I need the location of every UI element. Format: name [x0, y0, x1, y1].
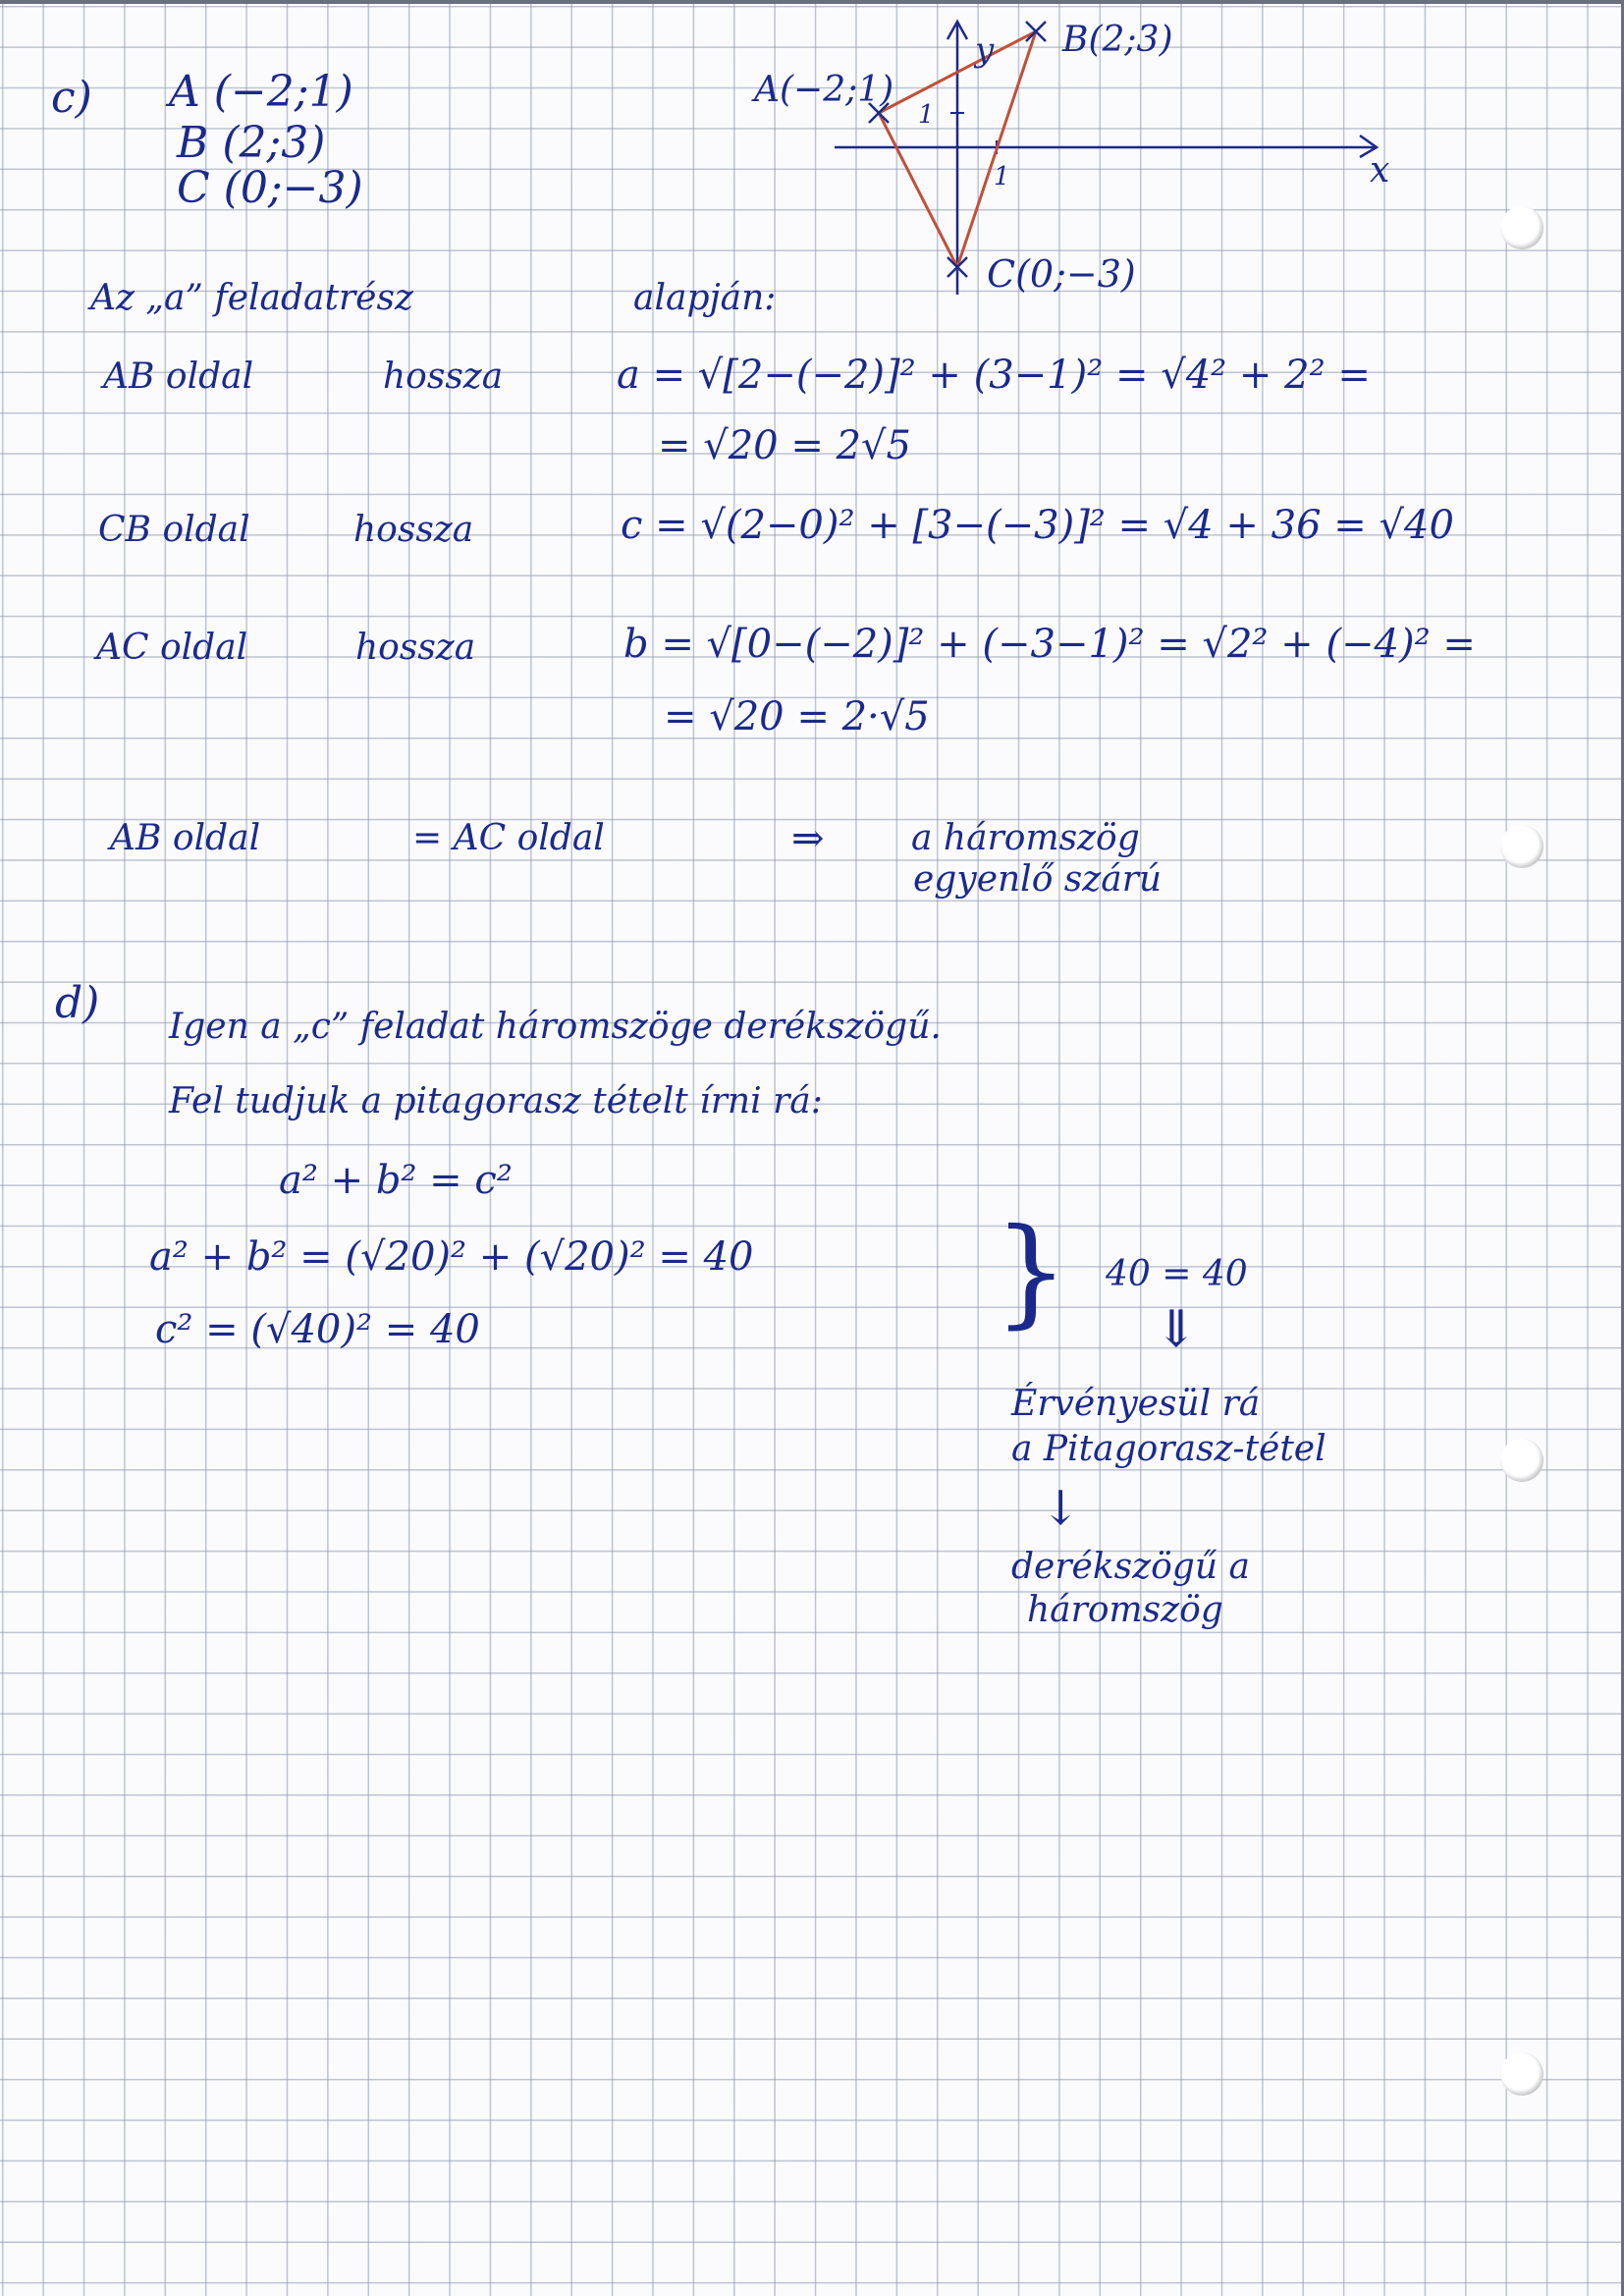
intro-left: Az „a” feladatrész	[90, 278, 413, 318]
cb-label: CB oldal	[98, 510, 250, 550]
tick-y-label: 1	[918, 100, 935, 130]
vertex-a-label: A(−2;1)	[754, 70, 894, 110]
equality-right-2: egyenlő szárú	[913, 859, 1163, 900]
cb-formula: c = √(2−0)² + [3−(−3)]² = √4 + 36 = √40	[621, 503, 1454, 548]
implies-arrow-2: ↓	[1041, 1481, 1081, 1536]
conclusion-1-line-1: Érvényesül rá	[1011, 1384, 1261, 1424]
axis-x-label: x	[1370, 150, 1390, 191]
part-d-line-1: Igen a „c” feladat háromszöge derékszögű.	[169, 1007, 942, 1047]
ac-label-word: hossza	[355, 628, 476, 668]
pythagoras-equation: a² + b² = c²	[279, 1158, 513, 1203]
ab-formula: a = √[2−(−2)]² + (3−1)² = √4² + 2² =	[617, 353, 1371, 398]
intro-right: alapján:	[633, 278, 777, 318]
equality-left: AB oldal	[110, 818, 261, 858]
cb-label-word: hossza	[353, 510, 474, 550]
point-a: A (−2;1)	[169, 67, 353, 117]
equality-arrow: ⇒	[791, 816, 825, 861]
implies-arrow-1: ⇓	[1155, 1300, 1198, 1359]
vertex-c-label: C(0;−3)	[987, 252, 1136, 296]
conclusion-2-line-1: derékszögű a	[1011, 1547, 1250, 1587]
ab-label-word: hossza	[383, 356, 504, 397]
part-c-label: c)	[51, 73, 92, 123]
conclusion-1-line-2: a Pitagorasz-tétel	[1011, 1429, 1326, 1469]
vertex-b-mark	[1026, 22, 1046, 41]
hypotenuse-square: c² = (√40)² = 40	[155, 1307, 480, 1352]
ab-label: AB oldal	[103, 356, 254, 397]
vertex-b-label: B(2;3)	[1062, 20, 1173, 60]
point-b: B (2;3)	[177, 118, 326, 168]
ac-label: AC oldal	[96, 628, 248, 668]
check-equality: 40 = 40	[1106, 1254, 1248, 1294]
ab-result: = √20 = 2√5	[658, 423, 911, 468]
conclusion-2-line-2: háromszög	[1027, 1590, 1223, 1630]
part-d-label: d)	[55, 978, 100, 1028]
axis-y-label: y	[975, 30, 995, 70]
tick-x-label: 1	[994, 162, 1010, 191]
sum-of-squares: a² + b² = (√20)² + (√20)² = 40	[149, 1234, 754, 1280]
equality-mid: = AC oldal	[412, 818, 605, 858]
ac-result: = √20 = 2·√5	[664, 694, 930, 739]
ac-formula: b = √[0−(−2)]² + (−3−1)² = √2² + (−4)² =	[623, 622, 1476, 667]
part-d-line-2: Fel tudjuk a pitagorasz tételt írni rá:	[169, 1081, 823, 1121]
grouping-brace: }	[994, 1204, 1069, 1340]
point-c: C (0;−3)	[177, 163, 363, 213]
equality-right-1: a háromszög	[911, 818, 1140, 858]
